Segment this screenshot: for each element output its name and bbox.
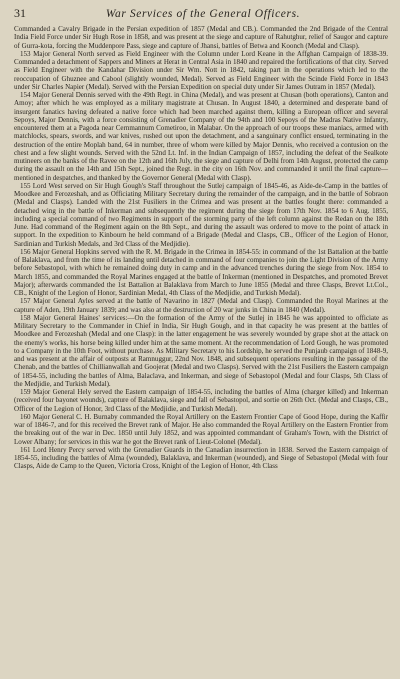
paragraph: 156 Major General Hopkins served with the R. M. Brigade in the Crimea in 1854-55: in command of the 1st Battalion at the battle of Balaklava, and from the time of its landing until detached in command of four companies to join the Light Division of the Army before Sebastopol, with which he remained doing duty in camp and in the advanced trenches during the siege from Nov. 1854 to March 1855, and commanded the Royal Marines engaged at the battle of Inkerman (mentioned in Despatches, and promoted Brevet Major); afterwards commanded the 1st Battalion at Balaklava from March to June 1855 (Medal and three Clasps, Brevet Lt.Col., CB., Knight of the Legion of Honor, Sardinian Medal, 4th Class of the Medjidie, and Turkish Medal). xyxy=(14,247,388,297)
paragraph: 158 Major General Haines' services:—On the formation of the Army of the Sutlej in 1845 he was appointed to officiate as Military Secretary to the Commander in Chief in India, Sir Hugh Gough, and in that capacity he was present at the battles of Moodkee and Ferozeshah (Medal and one Clasp): in the latter engagement he was severely wounded by grape shot at the attack on the enemy's works, his horse being killed under him at the same moment. At the recommendation of Lord Gough, he was promoted to a Company in the 10th Foot, without purchase. As Military Secretary to his Lordship, he served the Punjaub campaign of 1848-9, and was present at the affair of outposts at Ramnuggur, 22nd Nov. 1848, and subsequent operations resulting in the passage of the Chenab, and the battles of Chillianwallah and Goojerat (Medal and two Clasps). Served with the 21st Fusiliers the Eastern campaign of 1854-55, including the battles of Alma, Balaclava, and Inkerman, and siege of Sebastopol (Medal and four Clasps, 5th Class of the Medjidie, and Turkish Medal). xyxy=(14,313,388,388)
running-head: War Services of the General Officers. xyxy=(105,8,301,20)
paragraph: 154 Major General Dennis served with the 49th Regt. in China (Medal), and was present at Chusan (both operations), Canton and Amoy; after which he was employed as a military magistrate at Chusan. In August 1840, a determined and desperate band of insurgent fanatics having defeated a native force which had been marched against them, killing a European officer and several Sepoys, Major Dennis, with a force consisting of Grenadier Company of the 94th and 100 Sepoys of the Madras Native Infantry, encountered them at a Pagoda near Cernmannum Cometiroo, in Malabar. On the approach of our troops these maniacs, armed with matchlocks, spears, swords, and war knives, rushed out upon the detachment, and a sanguinary conflict ensued, terminating in the destruction of the entire Moplah band, 64 in number, three of whom were killed by Major Dennis, who received a contusion on the chest and a few slight wounds. Served with the 52nd Lt. Inf. in the Indian Campaign of 1857, including the defeat of the Sealkote mutineers on the banks of the Ravee on the 12th and 16th July, the siege and capture of Delhi from 14th August, protected the camp during the assault on the 14th and 15th Sept., joined the Regt. in the city on 16th Nov. and commanded it until the final capture—mentioned in despatches, and thanked by the Governor General (Medal with Clasp). xyxy=(14,91,388,182)
paragraph: 157 Major General Ayles served at the battle of Navarino in 1827 (Medal and Clasp). Commanded the Royal Marines at the capture of Aden, 19th January 1839; and was also at the destruction of 20 war junks in China in 1840 (Medal). xyxy=(14,297,388,314)
page-number: 31 xyxy=(14,6,26,20)
paragraph: 153 Major General North served as Field Engineer with the Column under Lord Keane in the Affghan Campaign of 1838-39. Commanded a detachment of Sappers and Miners at Herat in Central Asia in 1840 and repaired the fortifications of that city. Served as Field Engineer with the Kandahar Division under Sir Wm. Nott in 1842, taking part in the operations which led to the reoccupation of Ghuznee and Cabool (slightly wounded, Medal). Served as Field Engineer with the Scinde Field Force in 1843 under Sir Charles Napier (Medal). Served with the Persian Expedition on special duty under Sir James Outram in 1857 (Medal). xyxy=(14,49,388,91)
paragraph: Commanded a Cavalry Brigade in the Persian expedition of 1857 (Medal and CB.). Commanded the 2nd Brigade of the Central India Field Force under Sir Hugh Rose in 1858, and was present at the siege and capture of Rahutghur, relief of Saugor and capture of Gurra-kota, forcing the Muddenpore Pass, siege and capture of Jhansi, battles of Betwa and Koonch (Medal and Clasp). xyxy=(14,25,388,50)
page-header xyxy=(14,6,388,24)
paragraph: 161 Lord Henry Percy served with the Grenadier Guards in the Canadian insurrection in 1838. Served the Eastern campaign of 1854-55, including the battles of Alma (wounded), Balaklava, and Inkerman (wounded), and Siege of Sebastopol (Medal with four Clasps, Aide de Camp to the Queen, Victoria Cross, Knight of the Legion of Honor, 4th Class xyxy=(14,445,388,471)
paragraph: 160 Major General C. H. Burnaby commanded the Royal Artillery on the Eastern Frontier Cape of Good Hope, during the Kaffir war of 1846-7, and for this received the Brevet rank of Major. He also commanded the Royal Artillery on the Eastern Frontier from the breaking out of the war in Dec. 1850 until July 1852, and was appointed commandant of Graham's Town, with the District of Lower Albany; for services in this war he got the Brevet rank of Lieut-Colonel (Medal). xyxy=(14,412,388,446)
paragraph: 159 Major General Hely served the Eastern campaign of 1854-55, including the battles of Alma (charger killed) and Inkerman (received four bayonet wounds), capture of Balaklava, siege and fall of Sebastopol, and sortie on 26th Oct. (Medal and Clasps, CB., Officer of the Legion of Honor, 3rd Class of the Medjidie, and Turkish Medal). xyxy=(14,388,388,413)
page-body xyxy=(14,25,388,471)
paragraph: 155 Lord West served on Sir Hugh Gough's Staff throughout the Sutlej campaign of 1845-46, as Aide-de-Camp in the battles of Moodkee and Ferozeshah, and as Officiating Military Secretary during the remainder of the campaign, and in the battle of Sobraon (Medal and Clasps). Landed with the 21st Fusiliers in the Crimea and was present at the battles fought there: commanded a detached wing in the battle of Inkerman and subsequently the regiment during the siege from 17th Nov. 1854 to 6 Aug. 1855, including a special command of two Regiments in support of the storming party of the left column against the Redan on the 18th June. Had command of the Regiment again on the 8th Sept., and during the assault was ordered to move to the point of attack in support. In the expedition to Kinbourn he held command of a Brigade (Medal and Clasps, CB., Officer of the Legion of Honor, Sardinian and Turkish Medals, and 3rd Class of the Medjidie). xyxy=(14,181,388,248)
